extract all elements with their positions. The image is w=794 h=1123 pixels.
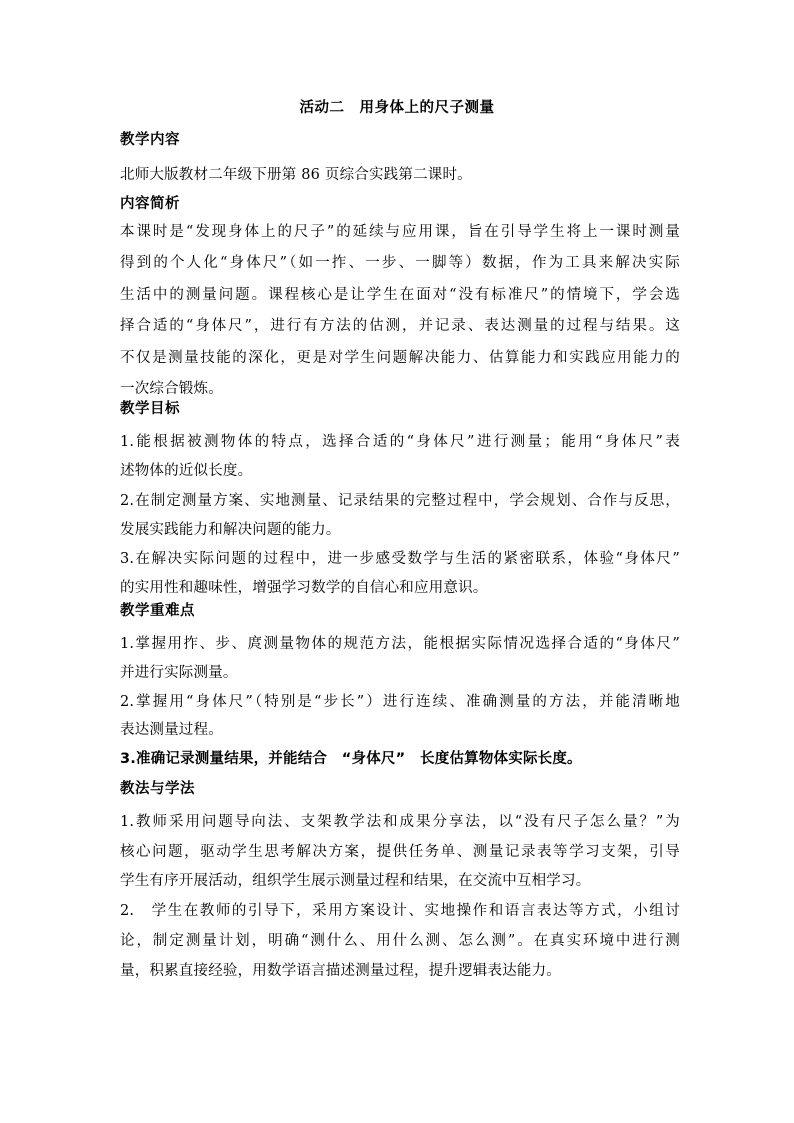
paragraph-line: 2.掌握用“身体尺”（特别是“步长”）进行连续、准确测量的方法，并能清晰地 [120, 694, 680, 710]
paragraph-line: 2.在制定测量方案、实地测量、记录结果的完整过程中，学会规划、合作与反思， [120, 493, 680, 509]
paragraph-line: 并进行实际测量。 [120, 665, 238, 681]
heading-teaching-objectives: 教学目标 [120, 401, 180, 417]
paragraph-line: 表达测量过程。 [120, 722, 223, 738]
heading-key-difficulties: 教学重难点 [120, 603, 195, 619]
paragraph-line: 论，制定测量计划，明确“测什么、用什么测、怎么测”。在真实环境中进行测 [120, 933, 680, 949]
paragraph-line: 北师大版教材二年级下册第 86 页综合实践第二课时。 [120, 167, 472, 183]
paragraph-line: 的实用性和趣味性，增强学习数学的自信心和应用意识。 [120, 580, 488, 596]
paragraph-line: 得到的个人化“身体尺”（如一拃、一步、一脚等）数据，作为工具来解决实际 [120, 255, 680, 271]
heading-content-analysis: 内容简析 [120, 196, 180, 212]
paragraph-line: 学生有序开展活动，组织学生展示测量过程和结果，在交流中互相学习。 [120, 873, 591, 889]
paragraph-line: 发展实践能力和解决问题的能力。 [120, 522, 341, 538]
paragraph-line: 1.教师采用问题导向法、支架教学法和成果分享法，以“没有尺子怎么量？”为 [120, 814, 680, 830]
paragraph-line: 2. 学生在教师的引导下，采用方案设计、实地操作和语言表达等方式，小组讨 [120, 903, 680, 919]
paragraph-line: 量，积累直接经验，用数学语言描述测量过程，提升逻辑表达能力。 [120, 963, 561, 979]
paragraph-line: 核心问题，驱动学生思考解决方案，提供任务单、测量记录表等学习支架，引导 [120, 844, 680, 860]
paragraph-line: 3.准确记录测量结果，并能结合 “身体尺” 长度估算物体实际长度。 [120, 751, 582, 767]
paragraph-line: 本课时是“发现身体上的尺子”的延续与应用课，旨在引导学生将上一课时测量 [120, 224, 680, 240]
heading-teaching-methods: 教法与学法 [120, 781, 195, 797]
paragraph-line: 不仅是测量技能的深化，更是对学生问题解决能力、估算能力和实践应用能力的 [120, 350, 680, 366]
paragraph-line: 1.能根据被测物体的特点，选择合适的“身体尺”进行测量；能用“身体尺”表 [120, 434, 680, 450]
paragraph-line: 择合适的“身体尺”，进行有方法的估测，并记录、表达测量的过程与结果。这 [120, 318, 680, 334]
paragraph-line: 一次综合锻炼。 [120, 381, 223, 397]
paragraph-line: 述物体的近似长度。 [120, 463, 253, 479]
page-title: 活动二 用身体上的尺子测量 [299, 100, 495, 116]
heading-teaching-content: 教学内容 [120, 132, 180, 148]
paragraph-line: 生活中的测量问题。课程核心是让学生在面对“没有标准尺”的情境下，学会选 [120, 287, 680, 303]
paragraph-line: 1.掌握用拃、步、庹测量物体的规范方法，能根据实际情况选择合适的“身体尺” [120, 636, 680, 652]
paragraph-line: 3.在解决实际问题的过程中，进一步感受数学与生活的紧密联系，体验“身体尺” [120, 551, 680, 567]
